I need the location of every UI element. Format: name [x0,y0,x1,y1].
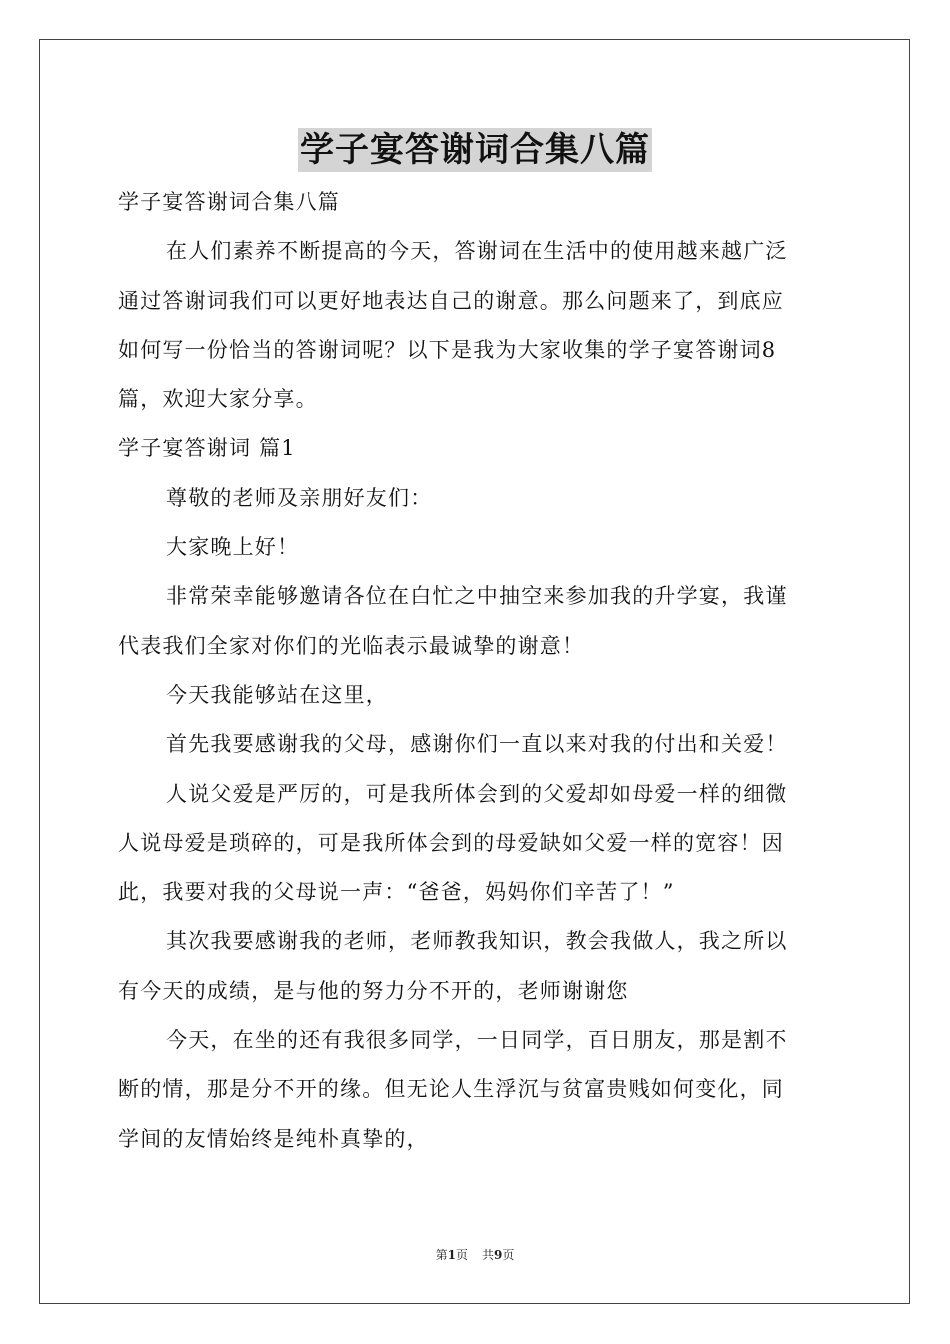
body-line: 今天，在坐的还有我很多同学，一日同学，百日朋友，那是割不 [166,1028,788,1053]
body-line: 学间的友情始终是纯朴真挚的， [118,1126,429,1151]
body-line: 人说父爱是严厉的，可是我所体会到的父爱却如母爱一样的细微 [166,781,788,806]
body-line: 尊敬的老师及亲朋好友们： [166,485,433,510]
body-line: 篇，欢迎大家分享。 [118,387,318,412]
title-container [0,128,950,172]
page-suffix: 页 [455,1248,468,1262]
document-body [118,178,834,1164]
section-heading: 学子宴答谢词 篇1 [118,436,296,461]
total-prefix: 共 [482,1248,495,1262]
total-pages: 9 [494,1248,503,1262]
page-prefix: 第 [435,1248,448,1262]
body-line: 有今天的成绩，是与他的努力分不开的，老师谢谢您 [118,978,629,1003]
body-line: 非常荣幸能够邀请各位在白忙之中抽空来参加我的升学宴，我谨 [166,584,788,609]
body-line: 其次我要感谢我的老师，老师教我知识，教会我做人，我之所以 [166,929,788,954]
body-line: 如何写一份恰当的答谢词呢？以下是我为大家收集的学子宴答谢词8 [118,337,777,362]
page-number: 1 [447,1248,456,1262]
body-line: 首先我要感谢我的父母，感谢你们一直以来对我的付出和关爱！ [166,732,788,757]
document-title: 学子宴答谢词合集八篇 [300,130,650,170]
body-line: 通过答谢词我们可以更好地表达自己的谢意。那么问题来了，到底应 [118,288,784,313]
body-line: 代表我们全家对你们的光临表示最诚挚的谢意！ [118,633,585,658]
body-line: 此，我要对我的父母说一声：“爸爸，妈妈你们辛苦了！” [118,880,675,905]
body-line: 人说母爱是琐碎的，可是我所体会到的母爱缺如父爱一样的宽容！因 [118,830,784,855]
body-line: 断的情，那是分不开的缘。但无论人生浮沉与贫富贵贱如何变化，同 [118,1077,784,1102]
body-line: 学子宴答谢词合集八篇 [118,190,340,214]
body-line: 大家晚上好！ [166,535,300,560]
body-line: 在人们素养不断提高的今天，答谢词在生活中的使用越来越广泛 [166,239,788,264]
body-line: 今天我能够站在这里， [166,682,388,707]
page-footer [0,1246,950,1264]
total-suffix: 页 [502,1248,515,1262]
